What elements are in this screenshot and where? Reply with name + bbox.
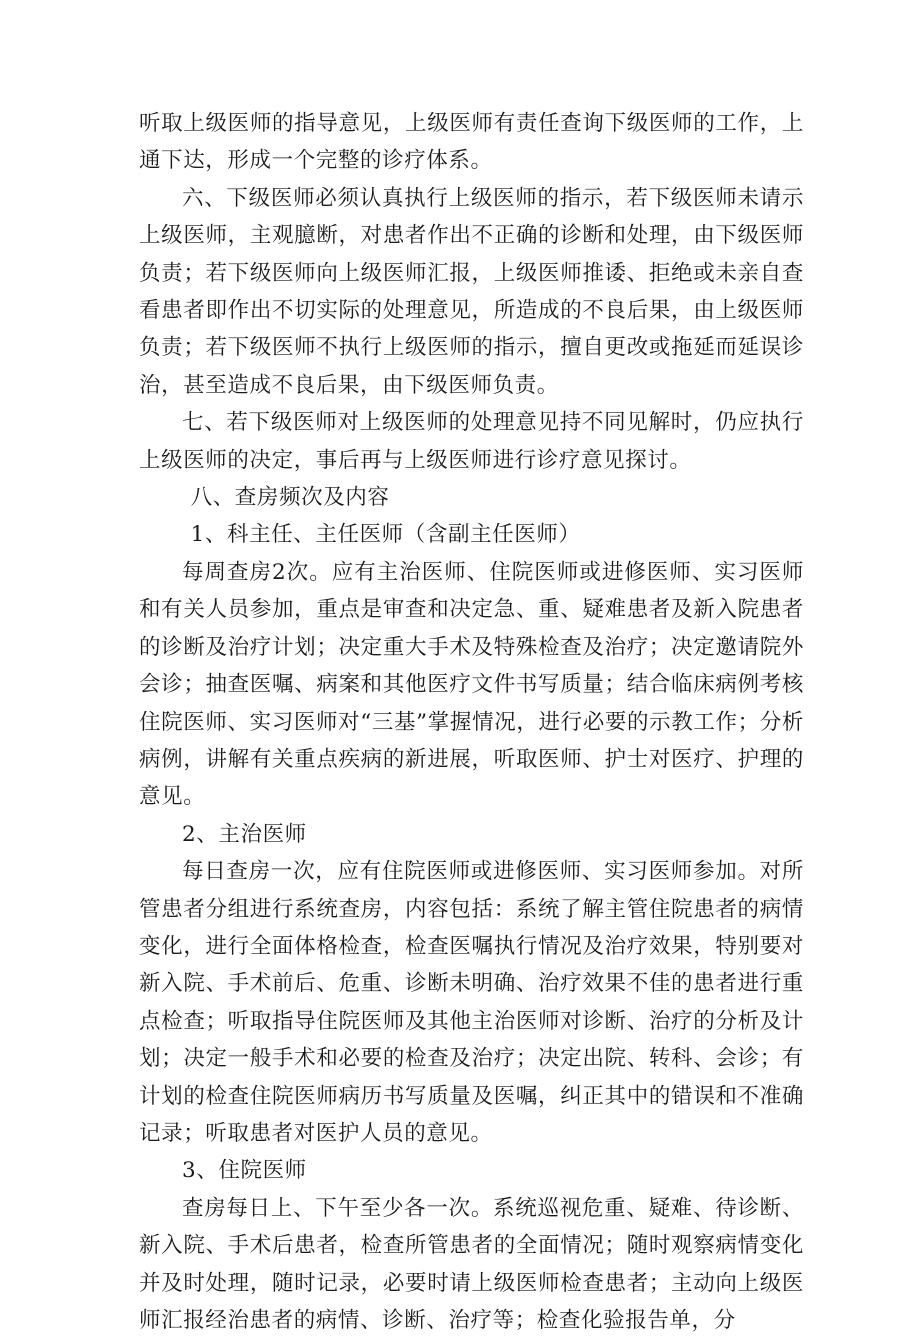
document-body	[139, 105, 804, 1339]
paragraph-item-7: 七、若下级医师对上级医师的处理意见持不同见解时，仍应执行上级医师的决定，事后再与上级医师进行诊疗意见探讨。	[139, 410, 804, 473]
paragraph-item-6: 六、下级医师必须认真执行上级医师的指示，若下级医师未请示上级医师，主观臆断，对患者作出不正确的诊断和处理，由下级医师负责；若下级医师向上级医师汇报，上级医师推诿、拒绝或未亲自查看患者即作出不切实际的处理意见，所造成的不良后果，由上级医师负责；若下级医师不执行上级医师的指示，擅自更改或拖延而延误诊治，甚至造成不良后果，由下级医师负责。	[139, 185, 804, 398]
subheading-director: 1、科主任、主任医师（含副主任医师）	[190, 522, 581, 548]
paragraph-attending-rounds: 每日查房一次，应有住院医师或进修医师、实习医师参加。对所管患者分组进行系统查房，内容包括：系统了解主管住院患者的病情变化，进行全面体格检查，检查医嘱执行情况及治疗效果，特别要对新入院、手术前后、危重、诊断未明确、治疗效果不佳的患者进行重点检查；听取指导住院医师及其他主治医师对诊断、治疗的分析及计划；决定一般手术和必要的检查及治疗；决定出院、转科、会诊；有计划的检查住院医师病历书写质量及医嘱，纠正其中的错误和不准确记录；听取患者对医护人员的意见。	[139, 859, 804, 1146]
subheading-resident: 3、住院医师	[182, 1158, 307, 1184]
paragraph-resident-rounds: 查房每日上、下午至少各一次。系统巡视危重、疑难、待诊断、新入院、手术后患者，检查所管患者的全面情况；随时观察病情变化并及时处理，随时记录，必要时请上级医师检查患者；主动向上级医师汇报经治患者的病情、诊断、治疗等；检查化验报告单，分	[139, 1195, 804, 1333]
section-heading-8: 八、查房频次及内容	[190, 485, 390, 511]
subheading-attending: 2、主治医师	[182, 821, 307, 847]
paragraph-continuation: 听取上级医师的指导意见，上级医师有责任查询下级医师的工作，上通下达，形成一个完整的诊疗体系。	[139, 111, 804, 174]
paragraph-director-rounds: 每周查房2次。应有主治医师、住院医师或进修医师、实习医师和有关人员参加，重点是审查和决定急、重、疑难患者及新入院患者的诊断及治疗计划；决定重大手术及特殊检查及治疗；决定邀请院外会诊；抽查医嘱、病案和其他医疗文件书写质量；结合临床病例考核住院医师、实习医师对“三基”掌握情况，进行必要的示教工作；分析病例，讲解有关重点疾病的新进展，听取医师、护士对医疗、护理的意见。	[139, 559, 804, 810]
